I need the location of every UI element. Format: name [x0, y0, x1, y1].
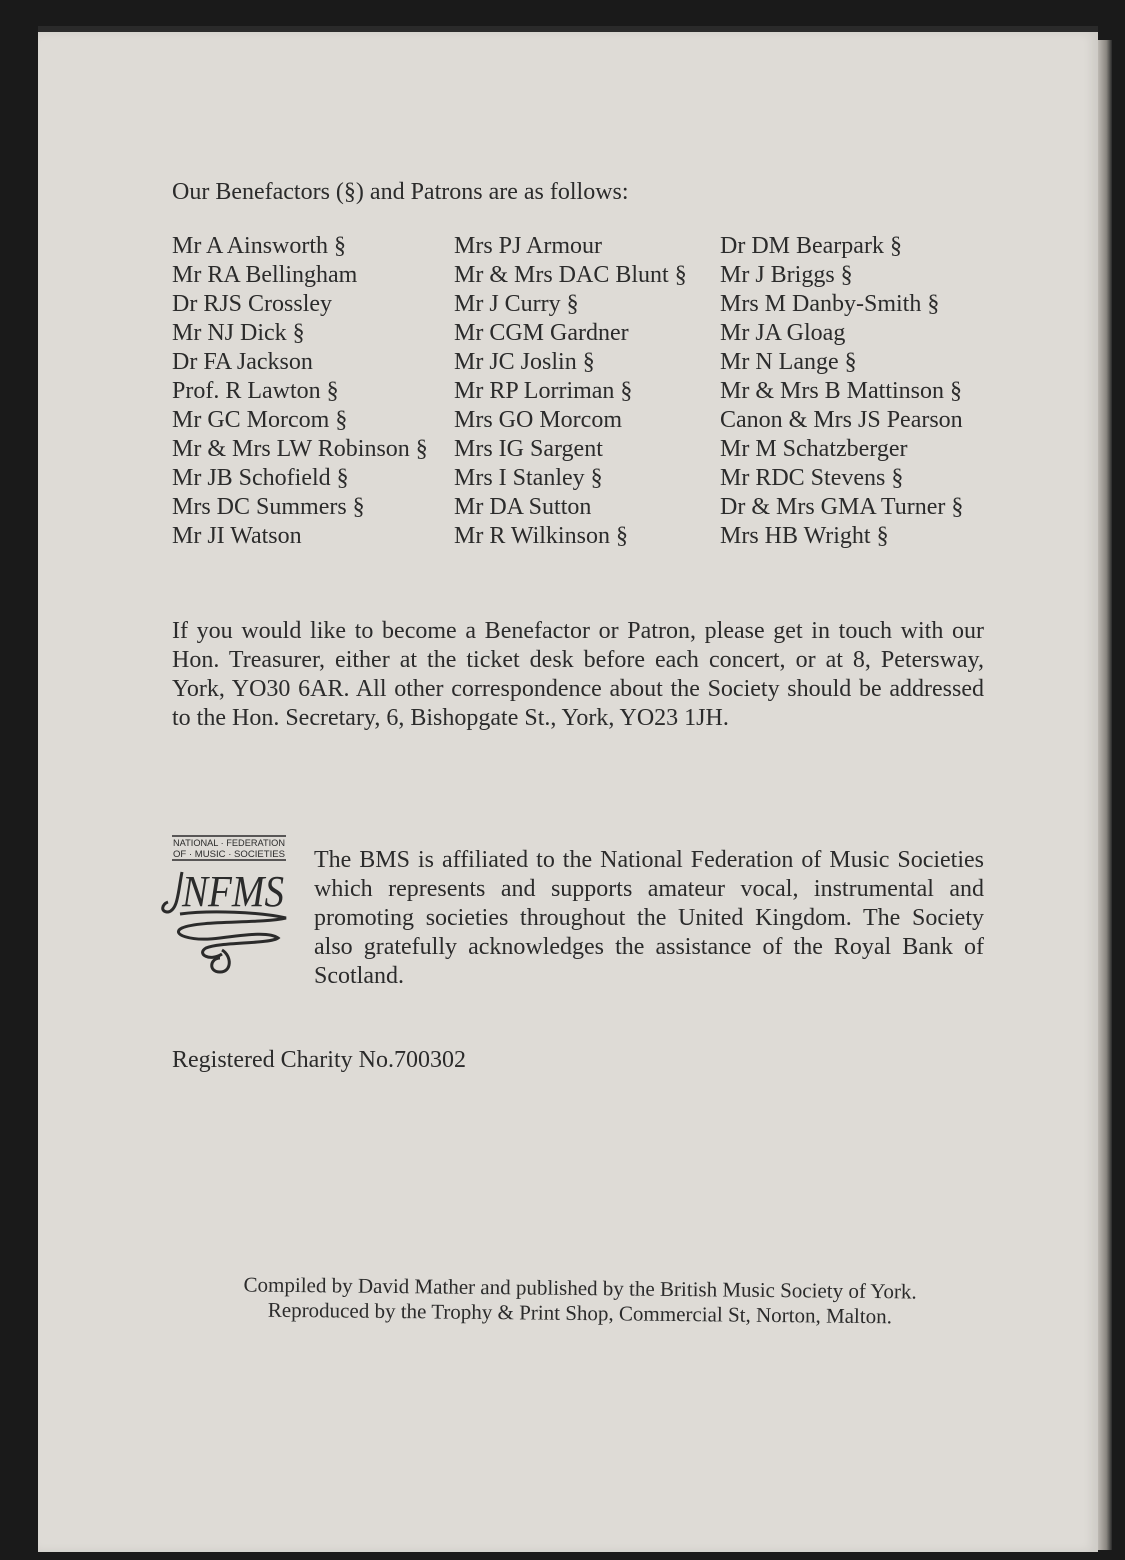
patron-name: Prof. R Lawton § — [172, 378, 339, 404]
nfms-logo-graphic — [160, 832, 294, 982]
patron-name: Mrs PJ Armour — [454, 233, 603, 259]
logo-bottom-text: OF · MUSIC · SOCIETIES — [173, 849, 285, 860]
credits-line-2: Reproduced by the Trophy & Print Shop, Commercial St, Norton, Malton. — [267, 1297, 893, 1329]
patron-name: Mr N Lange § — [720, 349, 857, 375]
patron-name: Mrs DC Summers § — [172, 494, 365, 520]
page-right-edge — [1098, 40, 1112, 1550]
patron-name: Dr DM Bearpark § — [720, 233, 902, 259]
patron-name: Mrs I Stanley § — [454, 465, 603, 491]
patron-name: Mr J Curry § — [454, 291, 579, 317]
patron-name: Mr JI Watson — [172, 523, 302, 549]
patron-name: Mr CGM Gardner — [454, 320, 629, 346]
patron-name: Mr & Mrs LW Robinson § — [172, 436, 428, 462]
patron-name: Mr RDC Stevens § — [720, 465, 904, 491]
charity-number: Registered Charity No.700302 — [172, 1047, 466, 1073]
credits — [230, 1272, 930, 1329]
logo-top-text: NATIONAL · FEDERATION — [173, 838, 286, 849]
patron-name: Mrs GO Morcom — [454, 407, 622, 433]
patron-name: Mr JB Schofield § — [172, 465, 349, 491]
patron-name: Mr & Mrs DAC Blunt § — [454, 262, 687, 288]
patron-name: Mr GC Morcom § — [172, 407, 348, 433]
affiliation-paragraph: The BMS is affiliated to the National Federation of Music Societies which represents and supports amateur vocal, instrumental and promoting societies throughout the United Kingdom. The Society also gratefully acknowledges the assistance of the Royal Bank of Scotland. — [314, 847, 984, 989]
credits-line-1: Compiled by David Mather and published by the British Music Society of York. — [243, 1272, 917, 1304]
logo-monogram: NFMS — [181, 867, 284, 916]
patron-name: Mr JC Joslin § — [454, 349, 595, 375]
patron-name: Mr RA Bellingham — [172, 262, 358, 288]
patron-name: Dr & Mrs GMA Turner § — [720, 494, 964, 520]
patron-name: Mr RP Lorriman § — [454, 378, 633, 404]
contact-paragraph: If you would like to become a Benefactor or Patron, please get in touch with our Hon. Treasurer, either at the ticket desk before each concert, or at 8, Petersway, York, YO30 6AR. All other correspondence about the Society should be addressed to the Hon. Secretary, 6, Bishopgate St., York, YO23 1JH. — [172, 618, 984, 731]
patron-name: Mr A Ainsworth § — [172, 233, 347, 259]
patron-name: Dr RJS Crossley — [172, 291, 333, 317]
nfms-logo — [160, 832, 294, 982]
patron-name: Mr R Wilkinson § — [454, 523, 628, 549]
patron-name: Canon & Mrs JS Pearson — [720, 407, 963, 433]
patron-name: Mrs HB Wright § — [720, 523, 889, 549]
patron-name: Mr M Schatzberger — [720, 436, 908, 462]
patrons-column-3 — [720, 232, 963, 551]
patron-name: Mr JA Gloag — [720, 320, 846, 346]
patron-name: Mr & Mrs B Mattinson § — [720, 378, 963, 404]
intro-heading: Our Benefactors (§) and Patrons are as follows: — [172, 179, 629, 205]
patron-name: Mr J Briggs § — [720, 262, 853, 288]
patron-name: Mrs IG Sargent — [454, 436, 603, 462]
patron-name: Mr NJ Dick § — [172, 320, 305, 346]
patron-name: Mrs M Danby-Smith § — [720, 291, 940, 317]
patrons-column-2 — [454, 232, 687, 551]
patron-name: Mr DA Sutton — [454, 494, 592, 520]
patrons-column-1 — [172, 232, 428, 551]
patron-name: Dr FA Jackson — [172, 349, 313, 375]
